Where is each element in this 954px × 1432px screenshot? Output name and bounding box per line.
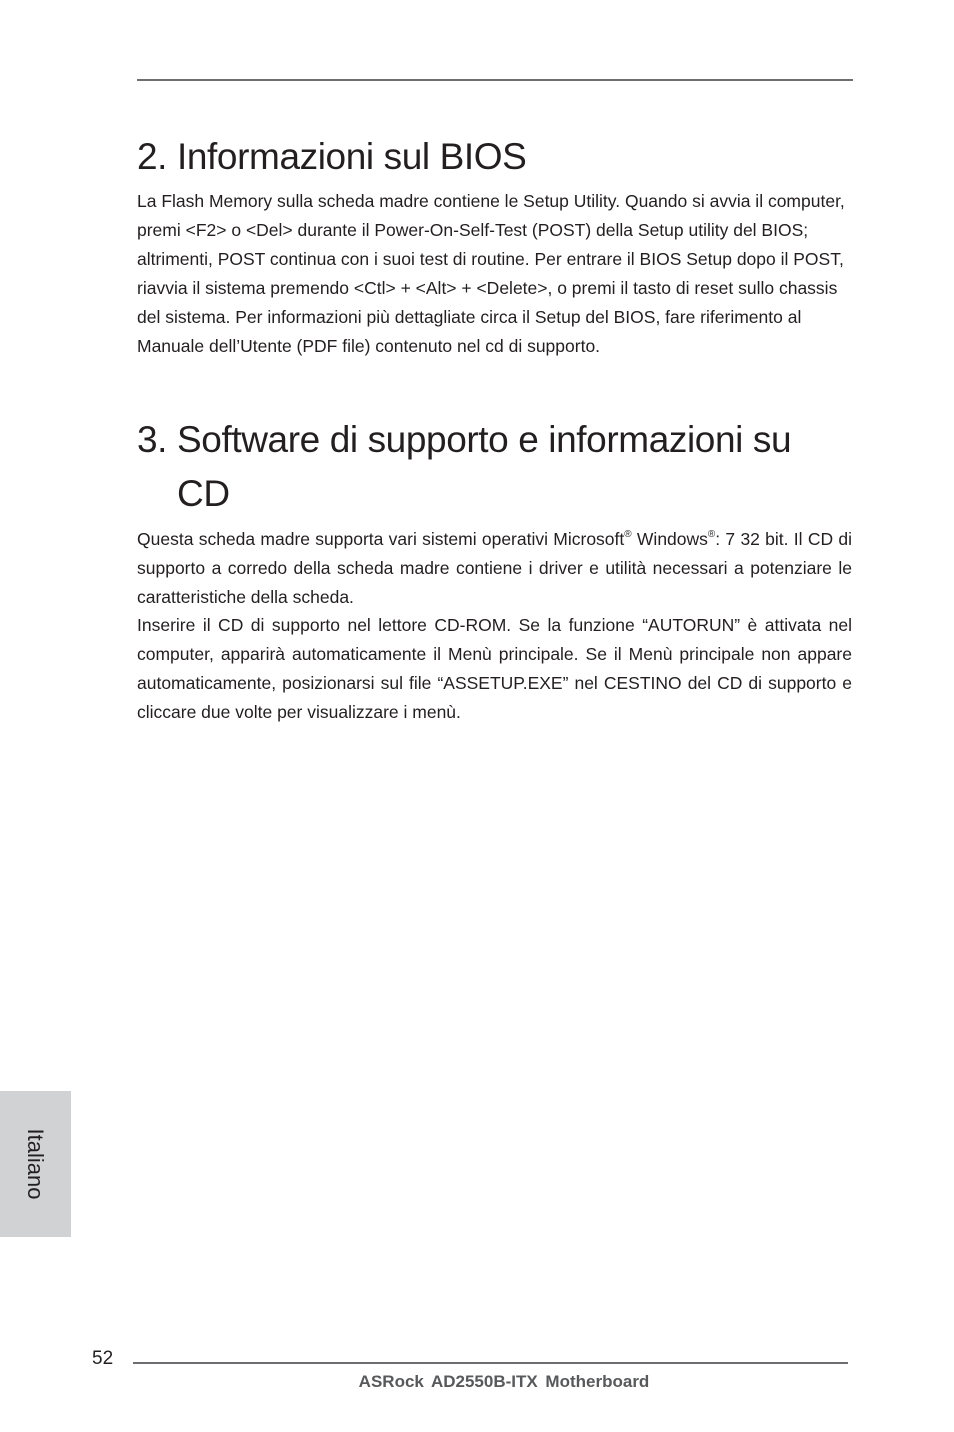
section-number: 2. (137, 136, 168, 177)
footer-rule (133, 1362, 848, 1364)
cd-text-part1: Questa scheda madre supporta vari sistemi operativi Microsoft (137, 529, 625, 549)
page-number: 52 (92, 1348, 114, 1369)
registered-mark: ® (624, 529, 632, 540)
cd-text-part3: : 7 32 bit. Il CD di supporto a corredo della scheda madre contiene i driver e utilità necessari a potenziare le caratteristiche della scheda. (137, 529, 852, 607)
registered-mark: ® (707, 529, 716, 540)
cd-paragraph-1 (137, 525, 852, 612)
section-heading-bios (137, 130, 526, 184)
section-title-line2: CD (177, 473, 230, 514)
section-heading-cd (137, 413, 791, 521)
cd-paragraph-2: Inserire il CD di supporto nel lettore CD-ROM. Se la funzione “AUTORUN” è attivata nel computer, apparirà automaticamente il Menù principale. Se il Menù principale non appare automaticamente, posizionarsi sul file “ASSETUP.EXE” nel CESTINO del CD di supporto e cliccare due volte per visualizzare i menù. (137, 615, 852, 722)
cd-text-part2: Windows (631, 529, 708, 549)
bios-paragraph: La Flash Memory sulla scheda madre contiene le Setup Utility. Quando si avvia il computer, premi <F2> o <Del> durante il Power-On-Self-Test (POST) della Setup utility del BIOS; altrimenti, POST continua con i suoi test di routine. Per entrare il BIOS Setup dopo il POST, riavvia il sistema premendo <Ctl> + <Alt> + <Delete>, o premi il tasto di reset sullo chassis del sistema. Per informazioni più dettagliate circa il Setup del BIOS, fare riferimento al Manuale dell’Utente (PDF file) contenuto nel cd di supporto. (137, 191, 845, 356)
section-number: 3. (137, 419, 168, 460)
language-side-tab (0, 1091, 71, 1237)
section-title-line1: Software di supporto e informazioni su (177, 419, 792, 460)
footer-product-name: ASRock AD2550B-ITX Motherboard (358, 1372, 650, 1391)
language-label: Italiano (23, 1128, 48, 1200)
header-rule (137, 79, 853, 81)
section-title: Informazioni sul BIOS (177, 136, 527, 177)
